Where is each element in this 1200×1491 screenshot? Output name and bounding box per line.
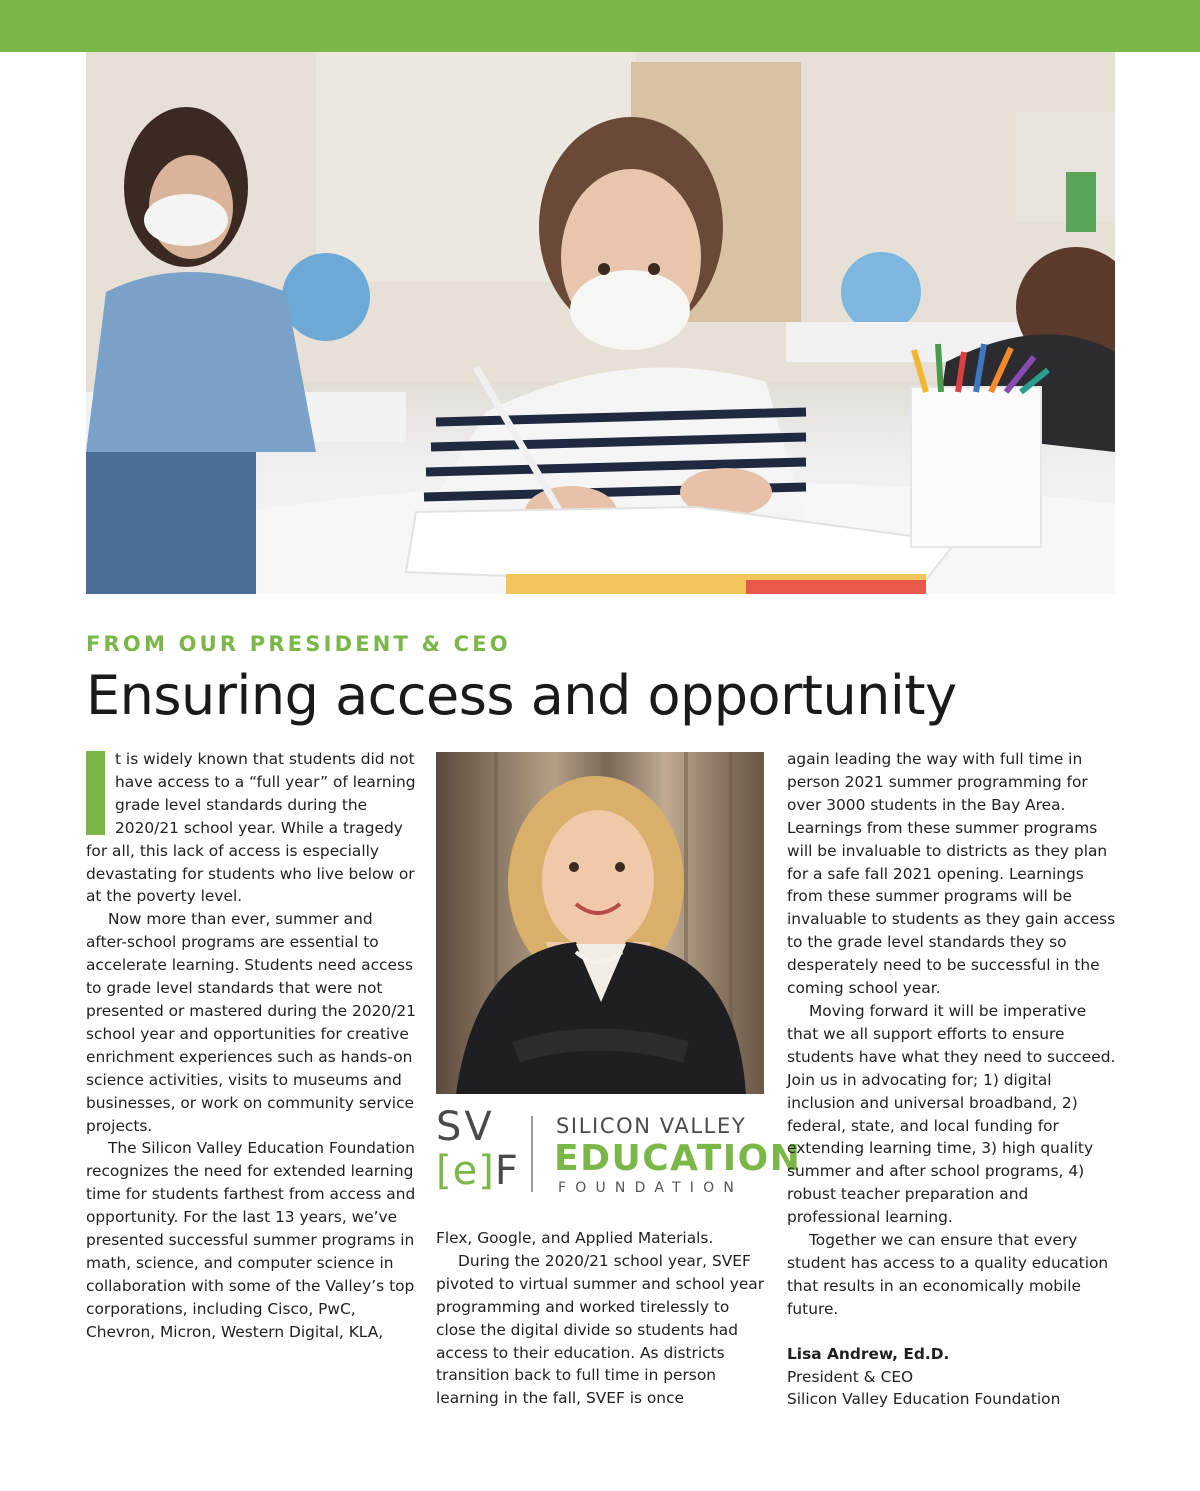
- hero-photo-classroom: [86, 52, 1115, 594]
- logo-wordmark-line1: SILICON VALLEY: [556, 1114, 747, 1138]
- article-column-1: [86, 748, 416, 1344]
- paragraph-5: Moving forward it will be imperative that we all support efforts to ensure students have what they need to succeed. Join us in advocating for; 1) digital inclusion and universal broadband, 2) federal, state, and local funding for extending learning time, 3) high quality summer and after school programs, 4) robust teacher preparation and professional learning.: [787, 1001, 1116, 1227]
- section-kicker: FROM OUR PRESIDENT & CEO: [86, 632, 511, 656]
- portrait-illustration: [436, 752, 764, 1094]
- article-column-2: [436, 1227, 768, 1410]
- signature-title: President & CEO: [787, 1367, 914, 1386]
- monogram-bottom: [436, 1148, 519, 1194]
- svef-monogram: [436, 1104, 519, 1198]
- article-column-3: [787, 748, 1119, 1411]
- classroom-illustration: [86, 52, 1115, 594]
- paragraph-3b: Flex, Google, and Applied Materials.: [436, 1229, 714, 1247]
- monogram-bracket: [e]: [436, 1148, 495, 1194]
- signature-name: Lisa Andrew, Ed.D.: [787, 1344, 950, 1363]
- svef-logo: [436, 1104, 802, 1202]
- paragraph-4a: During the 2020/21 school year, SVEF pivoted to virtual summer and school year programming and worked tirelessly to close the digital divide so students had access to their education. As districts transition back to full time in person learning in the fall, SVEF is once: [436, 1251, 765, 1408]
- ceo-portrait-photo: [436, 752, 764, 1094]
- signature-org: Silicon Valley Education Foundation: [787, 1390, 1061, 1409]
- paragraph-4b: again leading the way with full time in person 2021 summer programming for over 3000 students in the Bay Area. Learnings from these summer programs will be invaluable to districts as they plan for a safe fall 2021 opening. Learnings from these summer programs will be invaluable to students as they gain access to the grade level standards they so desperately need to be successful in the coming school year.: [787, 750, 1116, 998]
- paragraph-2: Now more than ever, summer and after-school programs are essential to accelerate learning. Students need access to grade level standards that were not presented or mastered during the 2020/21 school year and opportunities for creative enrichment experiences such as hands-on science activities, visits to museums and businesses, or work on community service projects.: [86, 910, 416, 1135]
- logo-wordmark-line3: FOUNDATION: [558, 1180, 743, 1196]
- paragraph-3a: The Silicon Valley Education Foundation recognizes the need for extended learning time for students farthest from access and opportunity. For the last 13 years, we’ve presented successful summer programs in math, science, and computer science in collaboration with some of the Valley’s top corporations, including Cisco, PwC, Chevron, Micron, Western Digital, KLA,: [86, 1139, 416, 1341]
- logo-divider: [531, 1116, 533, 1192]
- drop-cap-bar: [86, 751, 105, 835]
- signature-block: [787, 1343, 1119, 1412]
- top-color-band: [0, 0, 1200, 52]
- logo-wordmark-line2: EDUCATION: [554, 1138, 802, 1179]
- page-headline: Ensuring access and opportunity: [86, 664, 957, 727]
- paragraph-1: t is widely known that students did not have access to a “full year” of learning grade level standards during the 2020/21 school year. While a tragedy for all, this lack of access is especially devastating for students who live below or at the poverty level.: [86, 750, 416, 906]
- paragraph-6: Together we can ensure that every student has access to a quality education that results in an economically mobile future.: [787, 1231, 1109, 1318]
- monogram-top: SV: [436, 1104, 495, 1150]
- monogram-letter: F: [494, 1148, 519, 1194]
